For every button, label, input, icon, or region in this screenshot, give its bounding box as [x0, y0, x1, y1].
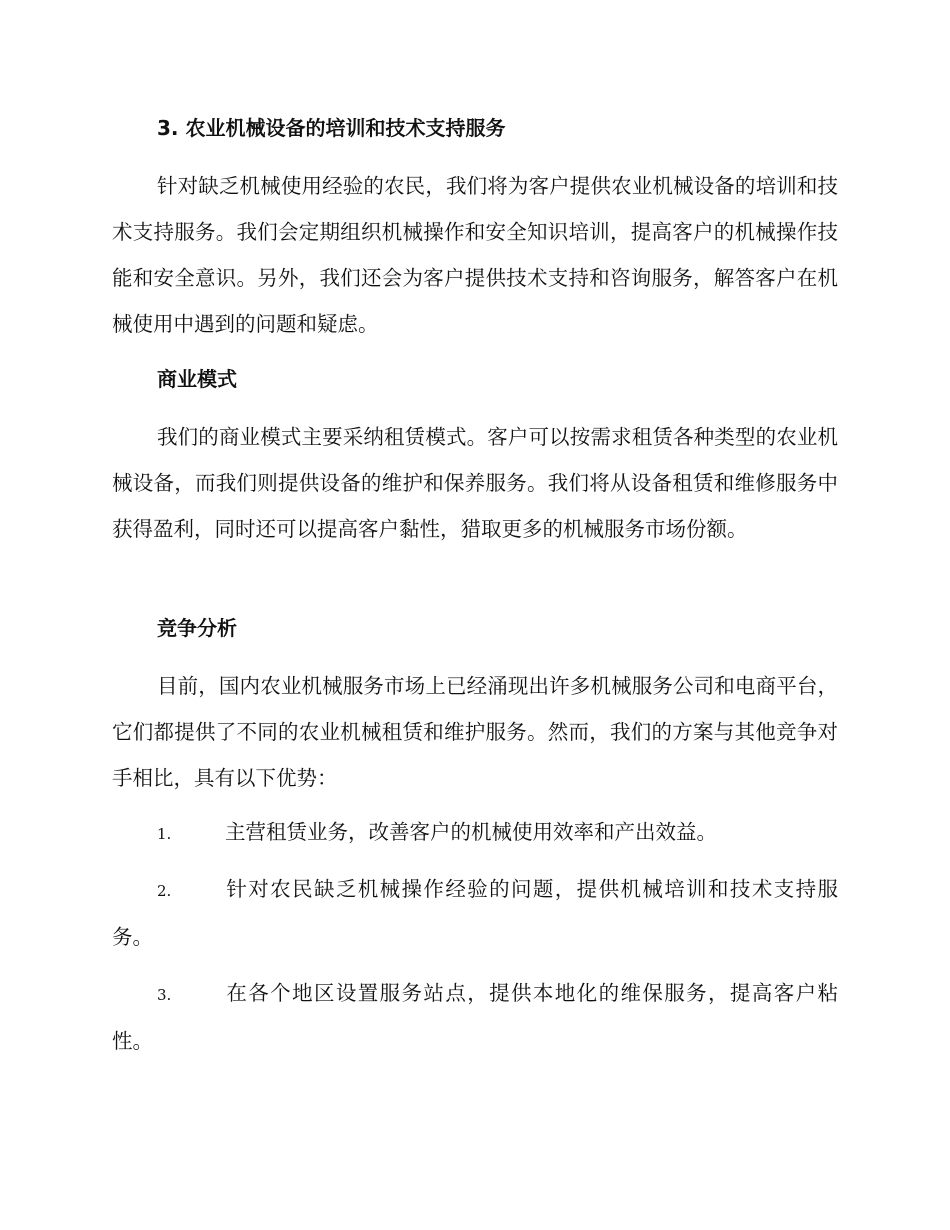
advantage-text: 主营租赁业务，改善客户的机械使用效率和产出效益。 [225, 820, 717, 844]
paragraph-competition: 目前，国内农业机械服务市场上已经涌现出许多机械服务公司和电商平台，它们都提供了不同的农业机械租赁和维护服务。然而，我们的方案与其他竞争对手相比，具有以下优势： [112, 674, 838, 790]
advantage-text: 在各个地区设置服务站点，提供本地化的维保服务，提高客户粘性。 [112, 981, 838, 1053]
advantage-text: 针对农民缺乏机械操作经验的问题，提供机械培训和技术支持服务。 [112, 877, 838, 949]
advantage-number: 1. [157, 825, 172, 843]
section-heading-competition: 竞争分析 [157, 616, 237, 640]
advantage-item [112, 970, 838, 1064]
paragraph-training: 针对缺乏机械使用经验的农民，我们将为客户提供农业机械设备的培训和技术支持服务。我们会定期组织机械操作和安全知识培训，提高客户的机械操作技能和安全意识。另外，我们还会为客户提供技术支持和咨询服务，解答客户在机械使用中遇到的问题和疑虑。 [112, 174, 838, 336]
section-heading-business-model: 商业模式 [157, 367, 237, 391]
section-heading-training: 3. 农业机械设备的培训和技术支持服务 [157, 116, 506, 140]
advantage-number: 2. [157, 882, 172, 900]
advantage-item [112, 809, 838, 857]
advantage-item [112, 866, 838, 960]
advantage-number: 3. [157, 986, 172, 1004]
paragraph-business-model: 我们的商业模式主要采纳租赁模式。客户可以按需求租赁各种类型的农业机械设备，而我们则提供设备的维护和保养服务。我们将从设备租赁和维修服务中获得盈利，同时还可以提高客户黏性，猎取更多的机械服务市场份额。 [112, 425, 838, 541]
